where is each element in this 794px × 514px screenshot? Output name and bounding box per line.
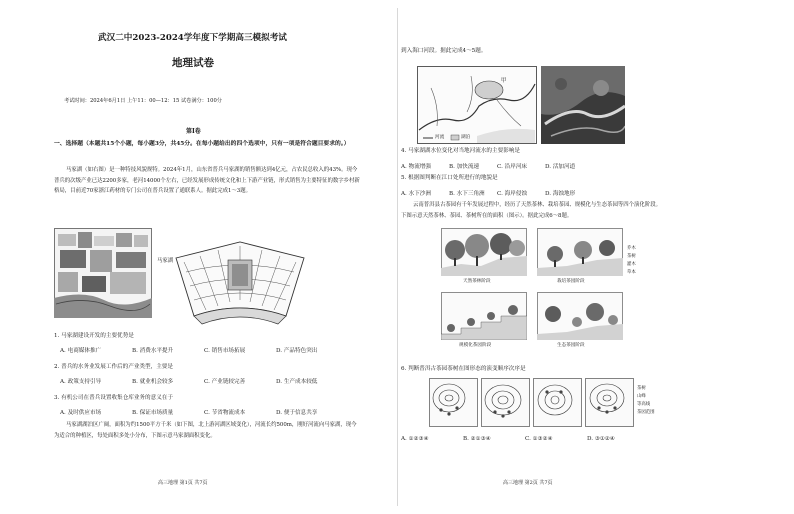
option[interactable]: C. 节省物流成本	[204, 410, 246, 416]
page-divider	[397, 8, 398, 506]
option[interactable]: A. ①②③④	[401, 436, 429, 442]
page-2	[397, 0, 794, 514]
town-photo-figure	[54, 228, 152, 318]
question-1: 1. 马家湖建设开发的主要优势是	[54, 333, 134, 339]
question-2: 2. 普兵的水务业发展工作后的产业类型，主要是	[54, 364, 173, 370]
legend-lake: 湖泊	[461, 135, 471, 140]
option[interactable]: B. 就业机会较多	[132, 379, 174, 385]
question-4: 4. 马家湖湖水位变化对当地河流水的主要影响是	[401, 148, 520, 154]
contour-legend: 山峰	[637, 394, 646, 399]
plant-legend: 茶树	[627, 254, 636, 259]
option[interactable]: B. 加快流速	[449, 164, 480, 170]
option[interactable]: D. 海蚀地形	[545, 191, 576, 197]
option[interactable]: C. ①③②④	[525, 436, 553, 442]
question-6-options	[401, 436, 649, 442]
continued-intro: 到入海口河段。据此完成4～5题。	[401, 48, 487, 54]
figure-caption: 马家湖	[157, 258, 174, 264]
option[interactable]: C. 销售市场拓展	[204, 348, 246, 354]
question-4-options	[401, 162, 593, 170]
option[interactable]: A. 政策支持引导	[60, 379, 102, 385]
stage-label: 栽培茶园阶段	[557, 279, 585, 284]
option[interactable]: B. 水下三角洲	[449, 191, 485, 197]
option[interactable]: C. 沿岸河床	[497, 164, 528, 170]
option[interactable]: C. 海岸侵蚀	[497, 191, 528, 197]
tea-stage-1-figure	[441, 228, 527, 276]
option[interactable]: A. 物流增强	[401, 164, 431, 170]
tea-stage-3-figure	[441, 292, 527, 340]
option[interactable]: D. 产品特色突出	[276, 348, 318, 354]
contour-legend: 茶园范围	[637, 410, 655, 415]
passage-1: 马家湖（如右图）是一种特技风貌规特。2024年1月，山东省普兵马家湖的销售额达到4亿元，占农民总收入的43%。现今普兵的次级产业已达2200多家，老河14000个左右，已经发展形成传统文化和上下游产业链，形式销售为主要特征的数字乡村新格局，目前近70家浙江药材的专门公司在普兵设置了通联系人。据此完成1～3题。	[54, 167, 360, 195]
exam-info: 考试时间：2024年6月1日 上午11：00—12：15 试卷满分：100分	[64, 98, 222, 104]
exam-subject: 地理试卷	[172, 57, 214, 69]
stage-label: 天然茶林阶段	[463, 279, 491, 284]
fan-diagram-figure	[166, 238, 314, 326]
section-intro: 一、选择题（本题共15个小题，每小题3分，共45分。在每小题给出的四个选项中，只有一项是符合题目要求的。）	[54, 141, 350, 147]
river-map-figure	[417, 66, 537, 144]
stage-label: 规模化茶园阶段	[459, 343, 492, 348]
page-footer: 高三地理 第1页 共7页	[158, 480, 208, 486]
option[interactable]: A. 电商媒体推广	[60, 348, 102, 354]
plant-legend: 草本	[627, 270, 636, 275]
option[interactable]: D. 生产成本较低	[276, 379, 318, 385]
option[interactable]: D. 活加河道	[545, 164, 576, 170]
question-2-options	[60, 377, 348, 385]
section-title: 第Ⅰ卷	[186, 128, 201, 135]
question-5-options	[401, 189, 593, 197]
question-1-options	[60, 346, 348, 354]
option[interactable]: B. 保证市场质量	[132, 410, 174, 416]
contour-figures	[429, 378, 639, 430]
contour-legend: 茶树	[637, 386, 646, 391]
option[interactable]: D. ③①②④	[587, 436, 615, 442]
legend-river: 河流	[435, 135, 445, 140]
question-5: 5. 根据图判断在江口处所进行的地貌是	[401, 175, 498, 181]
question-3: 3. 有机公司在普兵设置收集仓库业务的意义在于	[54, 395, 173, 401]
satellite-photo-figure	[541, 66, 625, 144]
tea-stage-4-figure	[537, 292, 623, 340]
stage-label: 生态茶园阶段	[557, 343, 585, 348]
tea-stage-2-figure	[537, 228, 623, 276]
plant-legend: 灌木	[627, 262, 636, 267]
question-3-options	[60, 408, 348, 416]
option[interactable]: A. 水下沙洲	[401, 191, 431, 197]
option[interactable]: D. 便于信息共享	[276, 410, 318, 416]
map-point-label: 甲	[501, 78, 507, 84]
contour-legend: 等高线	[637, 402, 651, 407]
option[interactable]: B. ②①③④	[463, 436, 491, 442]
exam-title: 武汉二中2023-2024学年度下学期高三模拟考试	[98, 33, 287, 43]
question-6: 6. 判断普洱古茶园茶树在图形态的演变顺序次序是	[401, 366, 526, 372]
option[interactable]: C. 产业链较完善	[204, 379, 246, 385]
passage-3: 云南普洱县古茶园有千年发展过程中，经历了天然茶林、栽培茶园、规模化与生态茶园等四个演化阶段。下图示意天然茶林、茶园、茶树所在的面积（图示）。据此完成6～8题。	[401, 202, 661, 219]
passage-2: 马家湖湖泊区广阔，面积为约1500平方千米（如下图，北上游河湖区域变化），河流长约500m，刚好河流向马家湖，现今为适合的种植区，每处面积多处小分布，下图示意马家湖面积变化。	[54, 422, 357, 439]
page-footer: 高三地理 第2页 共7页	[503, 480, 553, 486]
option[interactable]: B. 消费水平提升	[132, 348, 174, 354]
option[interactable]: A. 及时供应市场	[60, 410, 102, 416]
plant-legend: 乔木	[627, 246, 636, 251]
